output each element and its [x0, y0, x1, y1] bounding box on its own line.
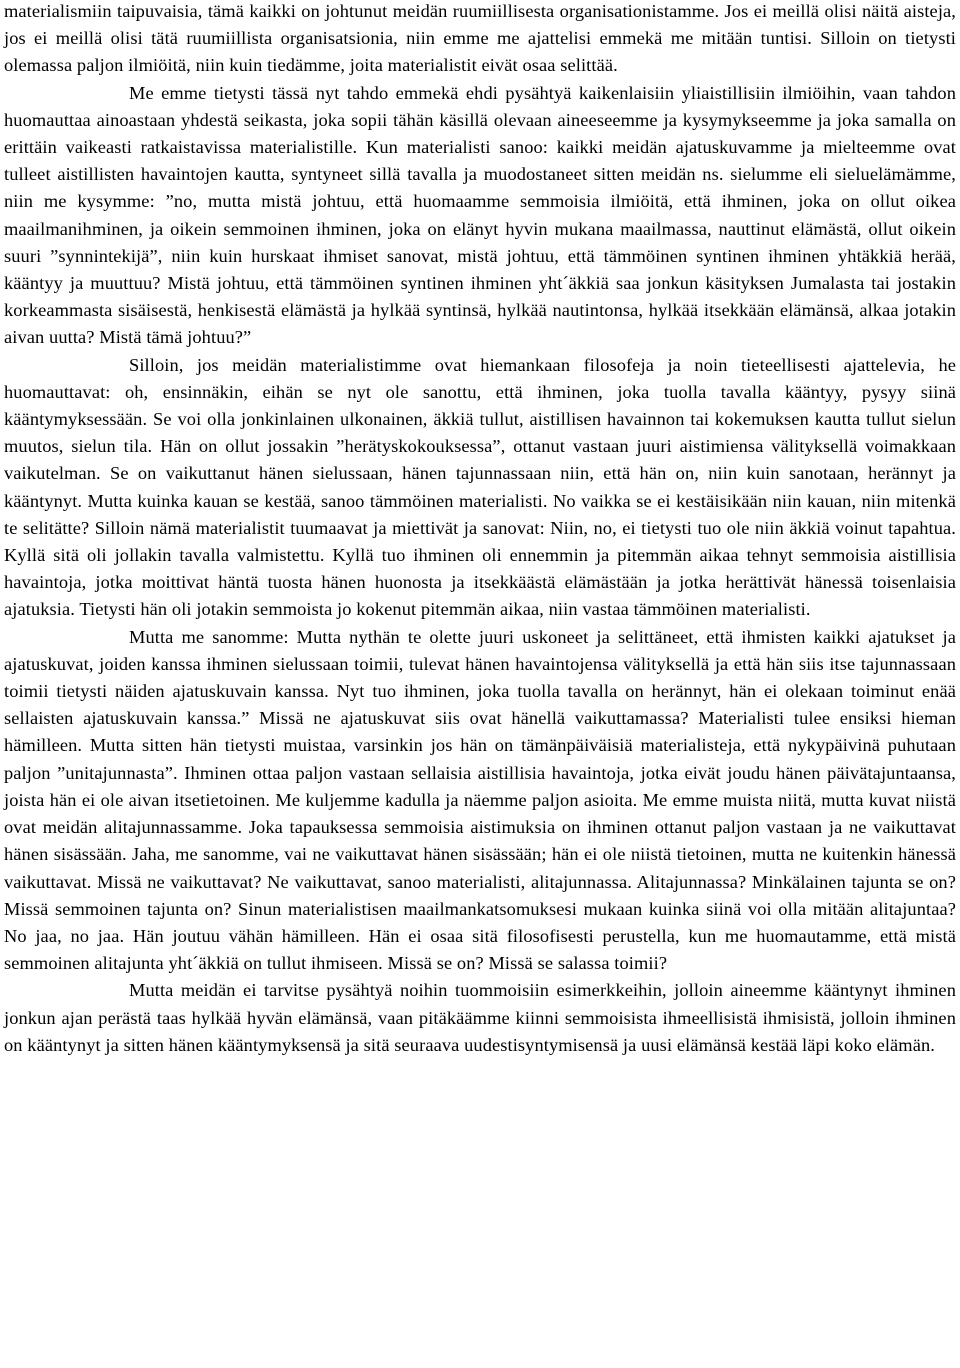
paragraph-3: Silloin, jos meidän materialistimme ovat hiemankaan filosofeja ja noin tieteellisesti ajattelevia, he huomauttavat: oh, ensinnäkin, eihän se nyt ole sanottu, että ihminen, joka tuolla tavalla kääntyy, pysyy siinä kääntymyksessään. Se voi olla jonkinlainen ulkonainen, äkkiä tullut, aistillisen havainnon tai kokemuksen kautta tullut sielun muutos, sielun tila. Hän on ollut jossakin ”herätyskokouksessa”, ottanut vastaan juuri aistimiensa välityksellä voimakkaan vaikutelman. Se on vaikuttanut hänen sielussaan, hänen tajunnassaan niin, että hän on, niin kuin sanotaan, herännyt ja kääntynyt. Mutta kuinka kauan se kestää, sanoo tämmöinen materialisti. No vaikka se ei kestäisikään niin kauan, niin mitenkä te selitätte? Silloin nämä materialistit tuumaavat ja miettivät ja sanovat: Niin, no, ei tietysti tuo ole niin äkkiä voinut tapahtua. Kyllä sitä oli jollakin tavalla valmistettu. Kyllä tuo ihminen oli ennemmin ja pitemmän aikaa tehnyt semmoisia aistillisia havaintoja, jotka moittivat häntä tuosta hänen huonosta ja itsekkäästä elämästään ja jotka herättivät hänessä toisenlaisia ajatuksia. Tietysti hän oli jotakin semmoista jo kokenut pitemmän aikaa, niin vastaa tämmöinen materialisti. [4, 354, 956, 620]
paragraph-2: Me emme tietysti tässä nyt tahdo emmekä ehdi pysähtyä kaikenlaisiin yliaistillisiin ilmiöihin, vaan tahdon huomauttaa ainoastaan yhdestä seikasta, joka sopii tähän käsillä olevaan aineeseemme ja kysymykseemme ja joka samalla on erittäin vaikeasti ratkaistavissa materialistille. Kun materialisti sanoo: kaikki meidän ajatuskuvamme ja mielteemme ovat tulleet aistillisten havaintojen kautta, syntyneet sillä tavalla ja muodostaneet sitten meidän ns. sielumme eli sieluelämämme, niin me kysymme: ”no, mutta mistä johtuu, että huomaamme semmoisia ilmiöitä, että ihminen, joka on ollut oikea maailmanihminen, ja oikein semmoinen ihminen, joka on elänyt hyvin mukana maailmassa, nauttinut elämästä, ollut oikein suuri ”synnintekijä”, niin kuin hurskaat ihmiset sanovat, mistä johtuu, että tämmöinen syntinen ihminen yhtäkkiä herää, kääntyy ja muuttuu? Mistä johtuu, että tämmöinen syntinen ihminen yht´äkkiä saa jonkun käsityksen Jumalasta tai jostakin korkeammasta sisäisestä, henkisestä elämästä ja hylkää syntinsä, hylkää nautintonsa, hylkää itsekkään elämänsä, alkaa jotakin aivan uutta? Mistä tämä johtuu?” [4, 82, 956, 348]
paragraph-5: Mutta meidän ei tarvitse pysähtyä noihin tuommoisiin esimerkkeihin, jolloin aineemme kääntynyt ihminen jonkun ajan perästä taas hylkää hyvän elämänsä, vaan pitäkäämme kiinni semmoisista ihmeellisistä ihmisistä, jolloin ihminen on kääntynyt ja sitten hänen kääntymyksensä ja sitä seuraava uudestisyntymisensä ja uusi elämänsä kestää läpi koko elämän. [4, 980, 956, 1055]
paragraph-1: materialismiin taipuvaisia, tämä kaikki on johtunut meidän ruumiillisesta organisationistamme. Jos ei meillä olisi näitä aisteja, jos ei meillä olisi tätä ruumiillista organisatsionia, niin emme me ajattelisi emmekä me mitään tuntisi. Silloin on tietysti olemassa paljon ilmiöitä, niin kuin tiedämme, joita materialistit eivät osaa selittää. [4, 1, 956, 76]
paragraph-4: Mutta me sanomme: Mutta nythän te olette juuri uskoneet ja selittäneet, että ihmisten kaikki ajatukset ja ajatuskuvat, joiden kanssa ihminen sielussaan toimii, tulevat hänen havaintojensa välityksellä ja että hän siis itse tajunnassaan toimii tietysti näiden ajatuskuvain kanssa. Nyt tuo ihminen, joka tuolla tavalla on herännyt, hän ei olekaan toiminut enää sellaisten ajatuskuvain kanssa.” Missä ne ajatuskuvat siis ovat hänellä vaikuttamassa? Materialisti tulee ensiksi hieman hämilleen. Mutta sitten hän tietysti muistaa, varsinkin jos hän on tämänpäiväisiä materialisteja, että nykypäivinä puhutaan paljon ”unitajunnasta”. Ihminen ottaa paljon vastaan sellaisia aistillisia havaintoja, jotka eivät joudu hänen päivätajuntaansa, joista hän ei ole aivan itsetietoinen. Me kuljemme kadulla ja näemme paljon asioita. Me emme muista niitä, mutta kuvat niistä ovat meidän alitajunnassamme. Joka tapauksessa semmoisia aistimuksia on ihminen ottanut paljon vastaan ja ne vaikuttavat hänen sisässään. Jaha, me sanomme, vai ne vaikuttavat hänen sisässään; hän ei ole niistä tietoinen, mutta ne kuitenkin hänessä vaikuttavat. Missä ne vaikuttavat? Ne vaikuttavat, sanoo materialisti, alitajunnassa. Alitajunnassa? Minkälainen tajunta se on? Missä semmoinen tajunta on? Sinun materialistisen maailmankatsomuksesi mukaan kuinka siinä voi olla mitään alitajuntaa? No jaa, no jaa. Hän joutuu vähän hämilleen. Hän ei osaa sitä filosofisesti perustella, kun me huomautamme, että mistä semmoinen alitajunta yht´äkkiä on tullut ihmiseen. Missä se on? Missä se salassa toimii? [4, 626, 956, 974]
